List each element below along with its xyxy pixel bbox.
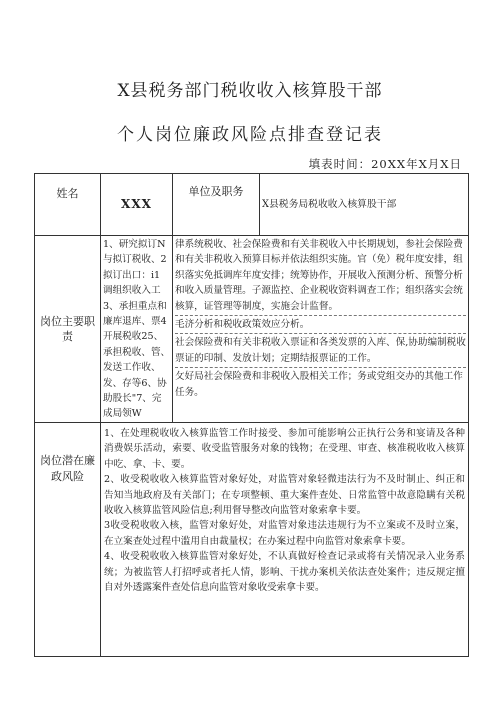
duties-left-column	[101, 236, 173, 423]
duty-paragraph: 攵好局社会保险费和非税收入股相关工作；务或党组交办的其他工作任务。	[175, 371, 463, 398]
risk-item: 3收受税收收入核，监管对象好处，对监管对象违法违规行为不立案或不及时立案，在立案查处过程中滥用自由裁量权；在办案过程中向监管对象索拿卡要。	[104, 520, 465, 547]
form-title-line1: X县税务部门税收收入核算股干部	[117, 81, 383, 101]
duties-label: 岗位主要职责	[35, 236, 101, 423]
fill-date: 填表时间：20XX年X月X日	[308, 157, 462, 171]
duties-row	[35, 236, 469, 423]
risk-item: 4、收受税收收入核算监管对象好处，不认真做好检查记录或将有关情况录入业务系统；为被监管人打招呼或者托人情，影响、干扰办案机关依法查处案件；违反规定擅自对外透露案件查处信息向监管对象收受索拿卡要。	[104, 551, 465, 593]
risks-text-cell	[101, 422, 469, 656]
unit-label-cell	[173, 174, 260, 236]
unit-value: X县税务局税收收入核算股干部	[262, 198, 397, 210]
divider	[175, 367, 466, 368]
form-title-line2: 个人岗位廉政风险点排查登记表	[117, 125, 383, 145]
duty-left-line: 助股长"7、完	[103, 393, 162, 405]
risks-label	[35, 423, 100, 485]
name-label-cell	[35, 174, 101, 236]
duty-left-line: 调组织收入工	[103, 285, 161, 297]
duty-left-line: 发送工作收、	[103, 362, 161, 374]
duty-left-line: 承担税收、管、	[103, 346, 171, 358]
risks-row	[35, 422, 469, 656]
duty-left-line: 开展税收25、	[103, 331, 164, 343]
duty-left-line: 与拟订税收、2	[103, 254, 167, 266]
duty-paragraph: 律系统税收、社会保险费和有关非税收入中长期规划，参社会保险费和有关非税收入预算目标并依法组织实施。官（免）税年度安排，组织落实免抵调库年度安排；统筹协作，开展收入预测分析、预警分析和收入质量管理。子源监控、企业税收资料调查工作；组织落实会统核算，证管理等制度，实施会计监督。	[175, 239, 463, 312]
duty-left-line: 发、存等6、协	[103, 377, 167, 389]
risks-label-line: 政风险	[51, 469, 84, 483]
risks-label-cell	[35, 422, 101, 656]
duty-paragraph: 社会保险费和有关非税收入票证和各类发票的入库、保,协助编制税收票证的印制、发放计划；定期结报票证的工作。	[175, 337, 466, 364]
risk-item: 2、收受税收收入核算监管对象好处，对监管对象轻微违法行为不及时制止、纠正和告知当地政府及有关部门；在专项整顿、重大案件查处、日常监管中故意隐瞒有关税收收入核算监管风险信息;利用督导整改向监管对象索拿卡要。	[104, 474, 465, 516]
name-row	[35, 174, 469, 236]
name-value: XXX	[101, 174, 173, 236]
risks-label-line: 岗位潜在廉	[40, 453, 95, 467]
risk-item: 1、在处理税收收入核算监管工作时接受、参加可能影响公正执行公务和宴请及各种消费娱乐活动，索要、收受监管服务对象的钱物；在受理、审查、核准税收收入核算中吃、拿、卡、要。	[104, 427, 465, 470]
duties-right-column	[173, 236, 469, 423]
duty-left-line: 1、研究拟订N	[103, 239, 166, 250]
unit-value-cell	[260, 174, 469, 236]
divider	[175, 315, 466, 316]
duty-left-line: 3、承担重点和	[103, 300, 167, 312]
duty-left-line: 廉库退库、票4	[103, 316, 167, 328]
registration-table	[34, 173, 469, 657]
unit-label: 单位及职务	[188, 185, 244, 198]
divider	[175, 333, 466, 334]
duty-left-line: 成局领W	[103, 408, 142, 420]
duty-paragraph: 毛济分析和税收政策效应分析。	[175, 319, 310, 331]
name-label: 姓名	[56, 187, 79, 200]
duty-left-line: 拟订出口：i1	[103, 269, 161, 281]
